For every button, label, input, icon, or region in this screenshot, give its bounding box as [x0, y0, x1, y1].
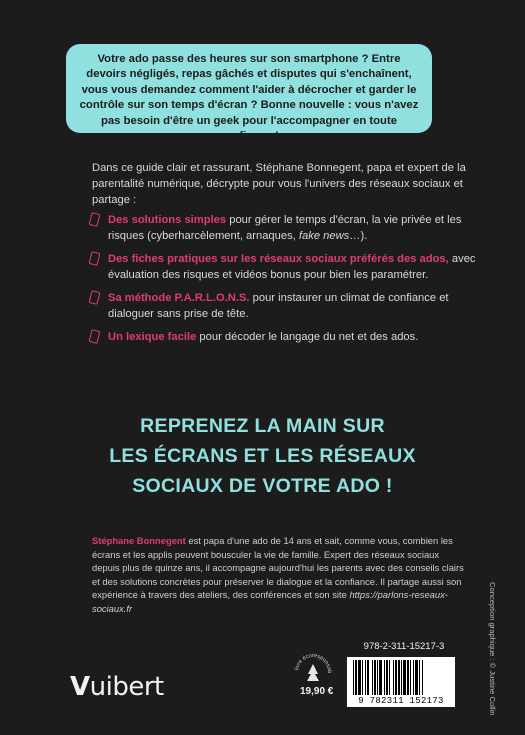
feature-text: pour décoder le langage du net et des ados.: [196, 331, 419, 343]
feature-highlight: Sa méthode P.A.R.L.O.N.S.: [108, 292, 250, 304]
headline-line-2: LES ÉCRANS ET LES RÉSEAUX: [109, 445, 416, 467]
headline-line-3: SOCIAUX DE VOTRE ADO !: [132, 475, 393, 497]
feature-item: [88, 212, 478, 244]
barcode-digits: 9 782311 152173: [358, 696, 444, 706]
barcode: [347, 657, 455, 707]
headline-line-1: REPRENEZ LA MAIN SUR: [140, 415, 385, 437]
callout-text: Votre ado passe des heures sur son smartphone ? Entre devoirs négligés, repas gâchés et disputes qui s'enchaînent, vous vous demandez comment l'aider à décrocher et garder le contrôle sur son temps d'écran ? Bonne nouvelle : vous n'avez pas besoin d'être un geek pour l'accompagner en toute confiance !: [79, 53, 419, 143]
smartphone-icon: [89, 212, 101, 227]
headline: [0, 411, 525, 501]
feature-item: [88, 329, 478, 345]
feature-tail: …).: [349, 230, 368, 242]
logo-rest: uibert: [89, 672, 164, 702]
smartphone-icon: [89, 329, 101, 344]
feature-highlight: Des solutions simples: [108, 214, 227, 226]
eco-label-text: livre écoresponsab: [294, 652, 333, 674]
eco-label: [287, 648, 347, 708]
feature-item: [88, 251, 478, 283]
design-credit: Conception graphique : © Justine Collin: [488, 582, 497, 716]
feature-highlight: Des fiches pratiques sur les réseaux sociaux préférés des ados,: [108, 253, 449, 265]
feature-list: [88, 212, 478, 352]
smartphone-icon: [89, 290, 101, 305]
bio-text: est papa d'une ado de 14 ans et sait, comme vous, combien les écrans et les applis peuvent bousculer la vie de famille. Expert des réseaux sociaux depuis plus de quinze ans, il accompagne aujourd'hui les parents avec des conseils clairs et des solutions concrètes pour préserver le dialogue et la confiance. Il partage aussi son expérience à travers des ateliers, des conférences et son site: [92, 535, 464, 601]
feature-text: pour instaurer un climat de confiance et dialoguer sans prise de tête.: [108, 292, 449, 320]
feature-italic: fake news: [298, 230, 350, 242]
feature-text: pour gérer le temps d'écran, la vie privée et les risques (cyberharcèlement, arnaques,: [108, 214, 462, 242]
author-name: Stéphane Bonnegent: [92, 535, 186, 546]
author-website: https://parlons-reseaux-sociaux.fr: [92, 589, 448, 614]
isbn: 978-2-311-15217-3: [363, 641, 445, 652]
intro-callout-box: [66, 44, 432, 143]
feature-highlight: Un lexique facile: [108, 331, 197, 343]
feature-item: [88, 290, 478, 322]
price: 19,90 €: [300, 686, 334, 697]
smartphone-icon: [89, 251, 101, 266]
logo-initial: V: [70, 672, 90, 702]
author-bio: [92, 534, 467, 616]
intro-paragraph: Dans ce guide clair et rassurant, Stéphane Bonnegent, papa et expert de la parentalité numérique, décrypte pour vous l'univers des réseaux sociaux et partage :: [92, 162, 466, 206]
feature-text: avec évaluation des risques et vidéos bonus pour bien les paramétrer.: [108, 253, 476, 281]
publisher-logo: [70, 672, 164, 702]
